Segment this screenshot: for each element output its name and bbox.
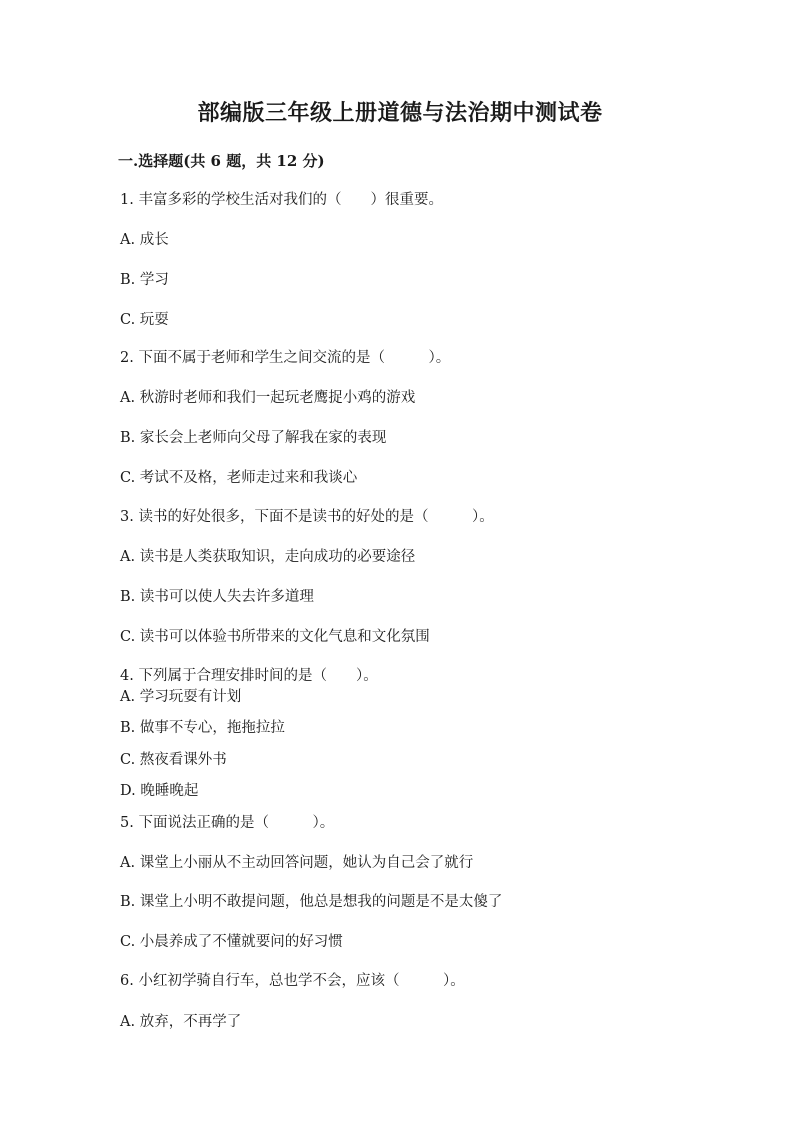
question-3-stem: 3. 读书的好处很多，下面不是读书的好处的是（ ）。: [120, 509, 494, 525]
question-2-option-c: C. 考试不及格，老师走过来和我谈心: [120, 470, 358, 486]
section-heading: 一.选择题(共 6 题，共 12 分): [118, 152, 325, 170]
question-2-option-a: A. 秋游时老师和我们一起玩老鹰捉小鸡的游戏: [120, 390, 416, 406]
question-6-stem: 6. 小红初学骑自行车，总也学不会，应该（ ）。: [120, 973, 465, 989]
question-5-option-c: C. 小晨养成了不懂就要问的好习惯: [120, 934, 343, 950]
question-4-option-c: C. 熬夜看课外书: [120, 752, 227, 768]
question-1-stem: 1. 丰富多彩的学校生活对我们的（ ）很重要。: [120, 192, 443, 208]
question-3-option-c: C. 读书可以体验书所带来的文化气息和文化氛围: [120, 629, 430, 645]
question-2-option-b: B. 家长会上老师向父母了解我在家的表现: [120, 430, 387, 446]
question-3-option-b: B. 读书可以使人失去许多道理: [120, 589, 314, 605]
question-1-option-a: A. 成长: [120, 232, 169, 248]
question-5-option-b: B. 课堂上小明不敢提问题，他总是想我的问题是不是太傻了: [120, 894, 503, 910]
question-6-option-a: A. 放弃，不再学了: [120, 1014, 242, 1030]
question-5-option-a: A. 课堂上小丽从不主动回答问题，她认为自己会了就行: [120, 855, 474, 871]
question-4-option-b: B. 做事不专心，拖拖拉拉: [120, 720, 285, 736]
question-1-option-b: B. 学习: [120, 272, 169, 288]
question-1-option-c: C. 玩耍: [120, 312, 169, 328]
question-2-stem: 2. 下面不属于老师和学生之间交流的是（ ）。: [120, 350, 451, 366]
question-5-stem: 5. 下面说法正确的是（ ）。: [120, 815, 335, 831]
question-4-option-a: A. 学习玩耍有计划: [120, 689, 242, 705]
question-4-option-d: D. 晚睡晚起: [120, 783, 199, 799]
question-4-stem: 4. 下列属于合理安排时间的是（ ）。: [120, 668, 378, 684]
question-3-option-a: A. 读书是人类获取知识，走向成功的必要途径: [120, 549, 416, 565]
exam-title: 部编版三年级上册道德与法治期中测试卷: [197, 100, 603, 126]
